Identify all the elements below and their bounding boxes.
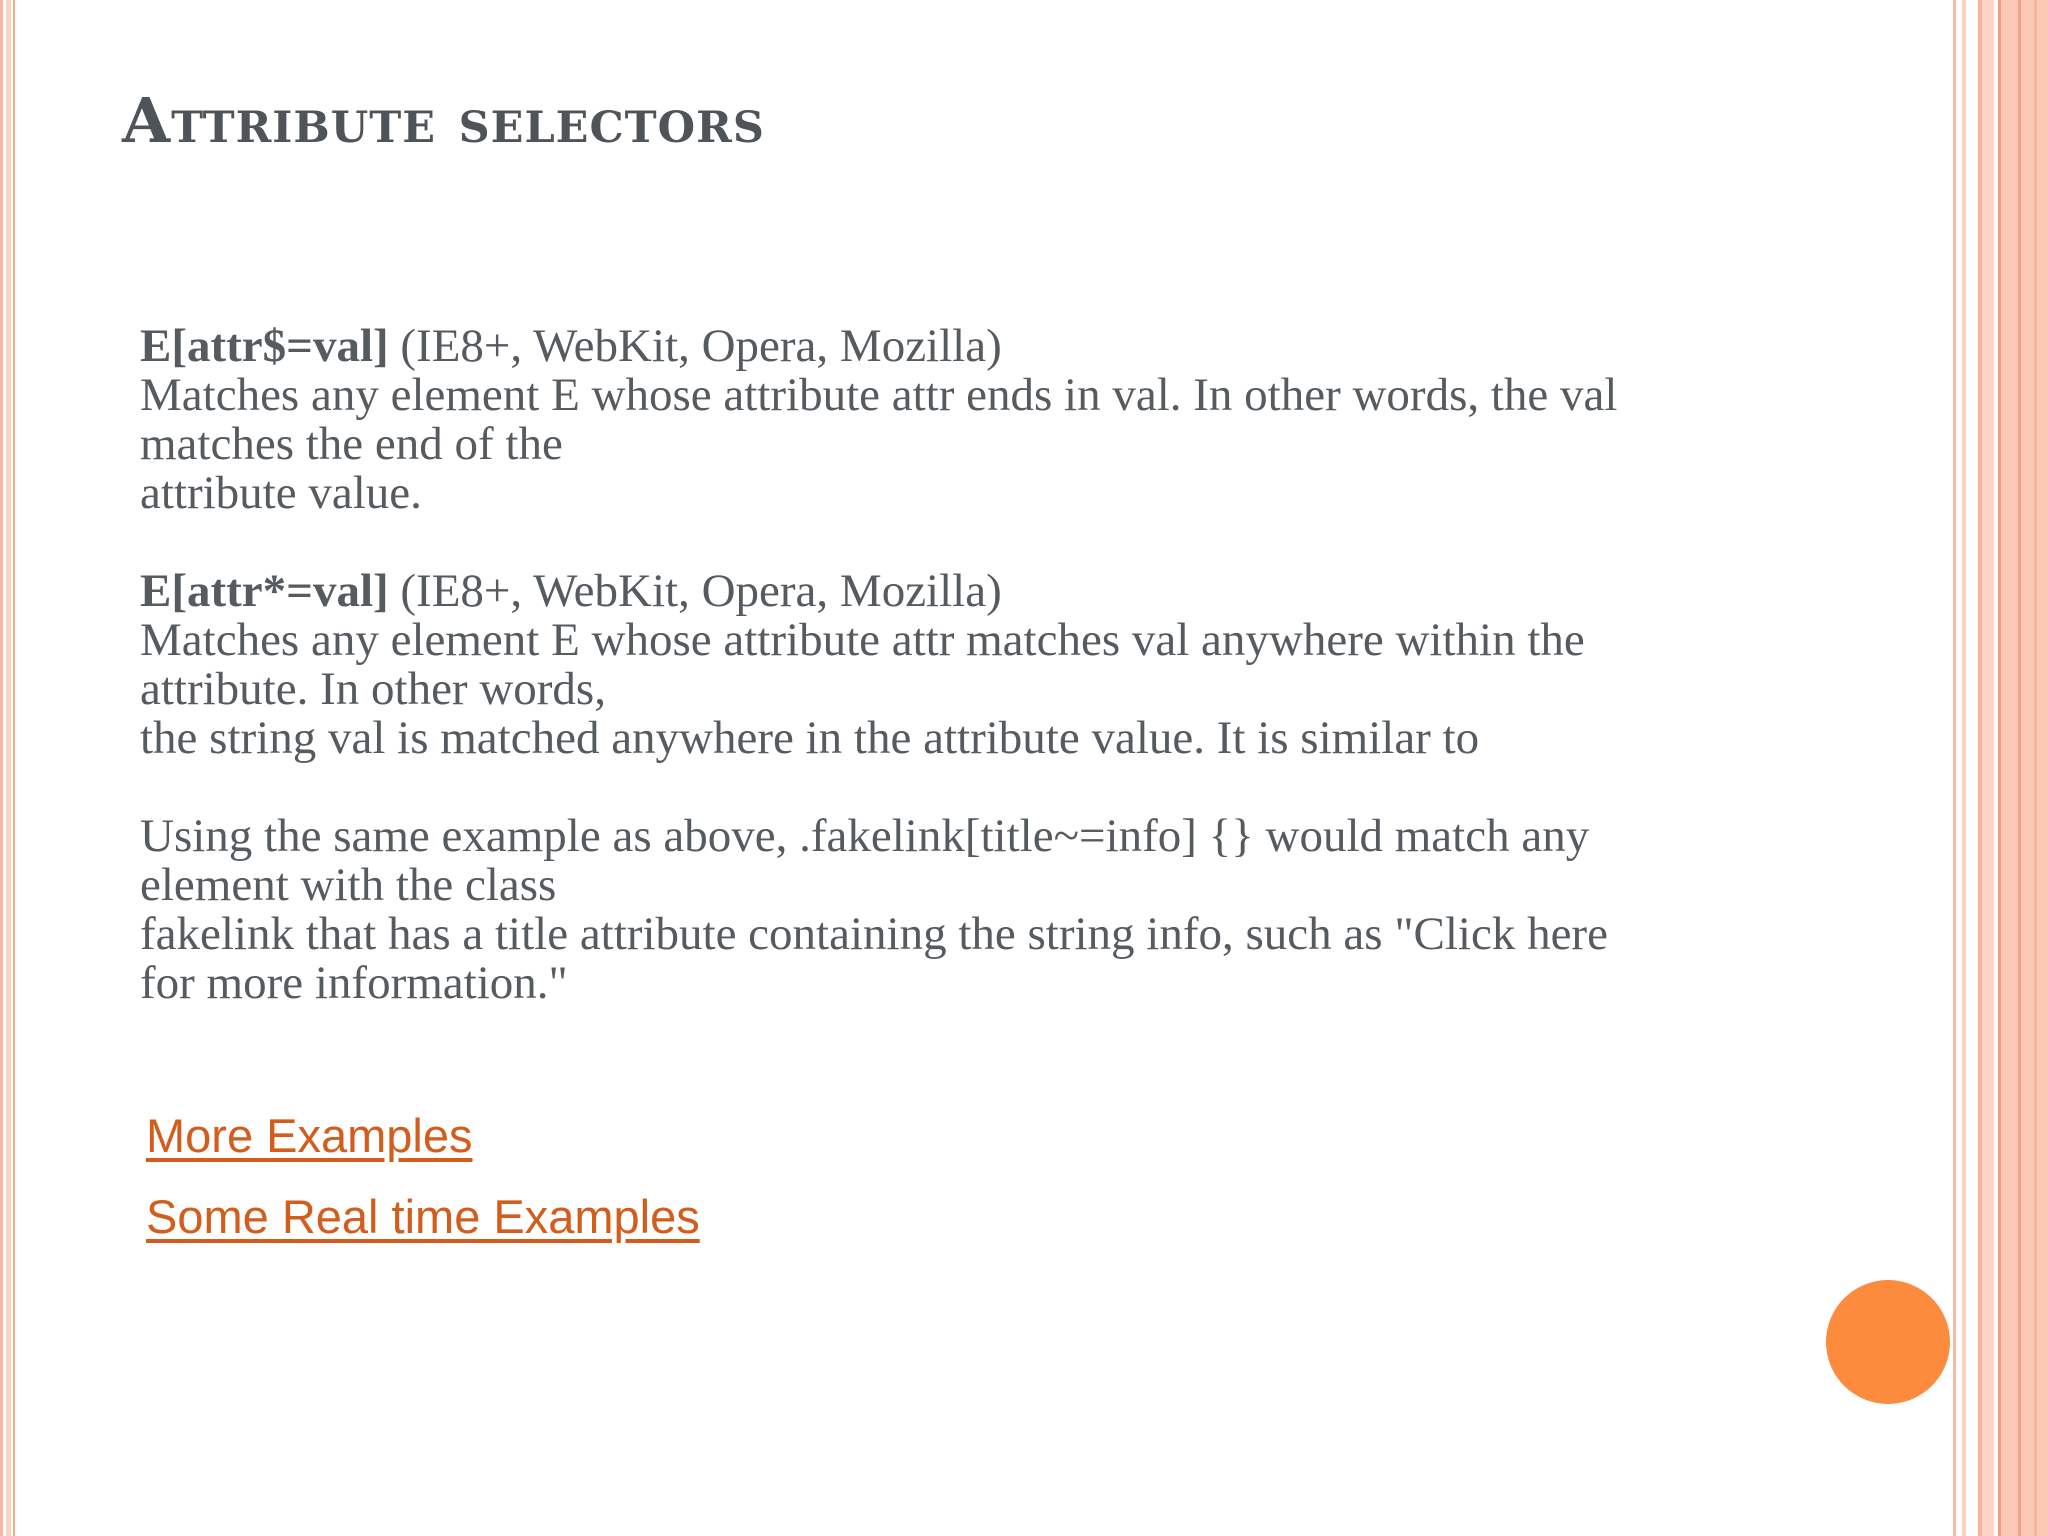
right-border-stripe bbox=[1998, 0, 2001, 1536]
slide-body bbox=[140, 322, 1930, 1008]
right-border-stripe bbox=[2018, 0, 2021, 1536]
description-line: Matches any element E whose attribute attr ends in val. In other words, the val bbox=[140, 369, 1618, 421]
description-line: matches the end of the bbox=[140, 418, 563, 470]
browser-support: (IE8+, WebKit, Opera, Mozilla) bbox=[388, 565, 1002, 617]
links-list bbox=[146, 1108, 700, 1244]
left-border-stripe bbox=[6, 0, 11, 1536]
paragraph-gap bbox=[140, 763, 1930, 812]
example-line: fakelink that has a title attribute containing the string info, such as "Click here bbox=[140, 908, 1608, 960]
example-line: for more information." bbox=[140, 957, 568, 1009]
example-line: element with the class bbox=[140, 859, 557, 911]
accent-circle bbox=[1826, 1280, 1950, 1404]
real-time-examples-link[interactable]: Some Real time Examples bbox=[146, 1190, 700, 1243]
description-line: attribute. In other words, bbox=[140, 663, 606, 715]
right-border-stripe bbox=[1962, 0, 1966, 1536]
selector-syntax: E[attr$=val] bbox=[140, 320, 389, 372]
right-border-band bbox=[2001, 0, 2048, 1536]
more-examples-link[interactable]: More Examples bbox=[146, 1109, 473, 1162]
description-line: attribute value. bbox=[140, 467, 422, 519]
section-heading bbox=[140, 322, 1930, 371]
selector-syntax: E[attr*=val] bbox=[140, 565, 389, 617]
paragraph-gap bbox=[140, 518, 1930, 567]
right-border-stripe bbox=[2034, 0, 2037, 1536]
example-paragraph bbox=[140, 812, 1930, 1008]
section-contains bbox=[140, 567, 1930, 763]
slide-title: Attribute selectors bbox=[122, 84, 765, 157]
description-line: Matches any element E whose attribute attr matches val anywhere within the bbox=[140, 614, 1585, 666]
right-border-stripe bbox=[1982, 0, 1994, 1536]
left-border-stripe bbox=[13, 0, 15, 1536]
right-border-stripe bbox=[1953, 0, 1956, 1536]
left-border-stripe bbox=[0, 0, 3, 1536]
example-line: Using the same example as above, .fakelink[title~=info] {} would match any bbox=[140, 810, 1590, 862]
section-ends-with bbox=[140, 322, 1930, 518]
section-heading bbox=[140, 567, 1930, 616]
browser-support: (IE8+, WebKit, Opera, Mozilla) bbox=[388, 320, 1002, 372]
description-line: the string val is matched anywhere in the attribute value. It is similar to bbox=[140, 712, 1480, 764]
